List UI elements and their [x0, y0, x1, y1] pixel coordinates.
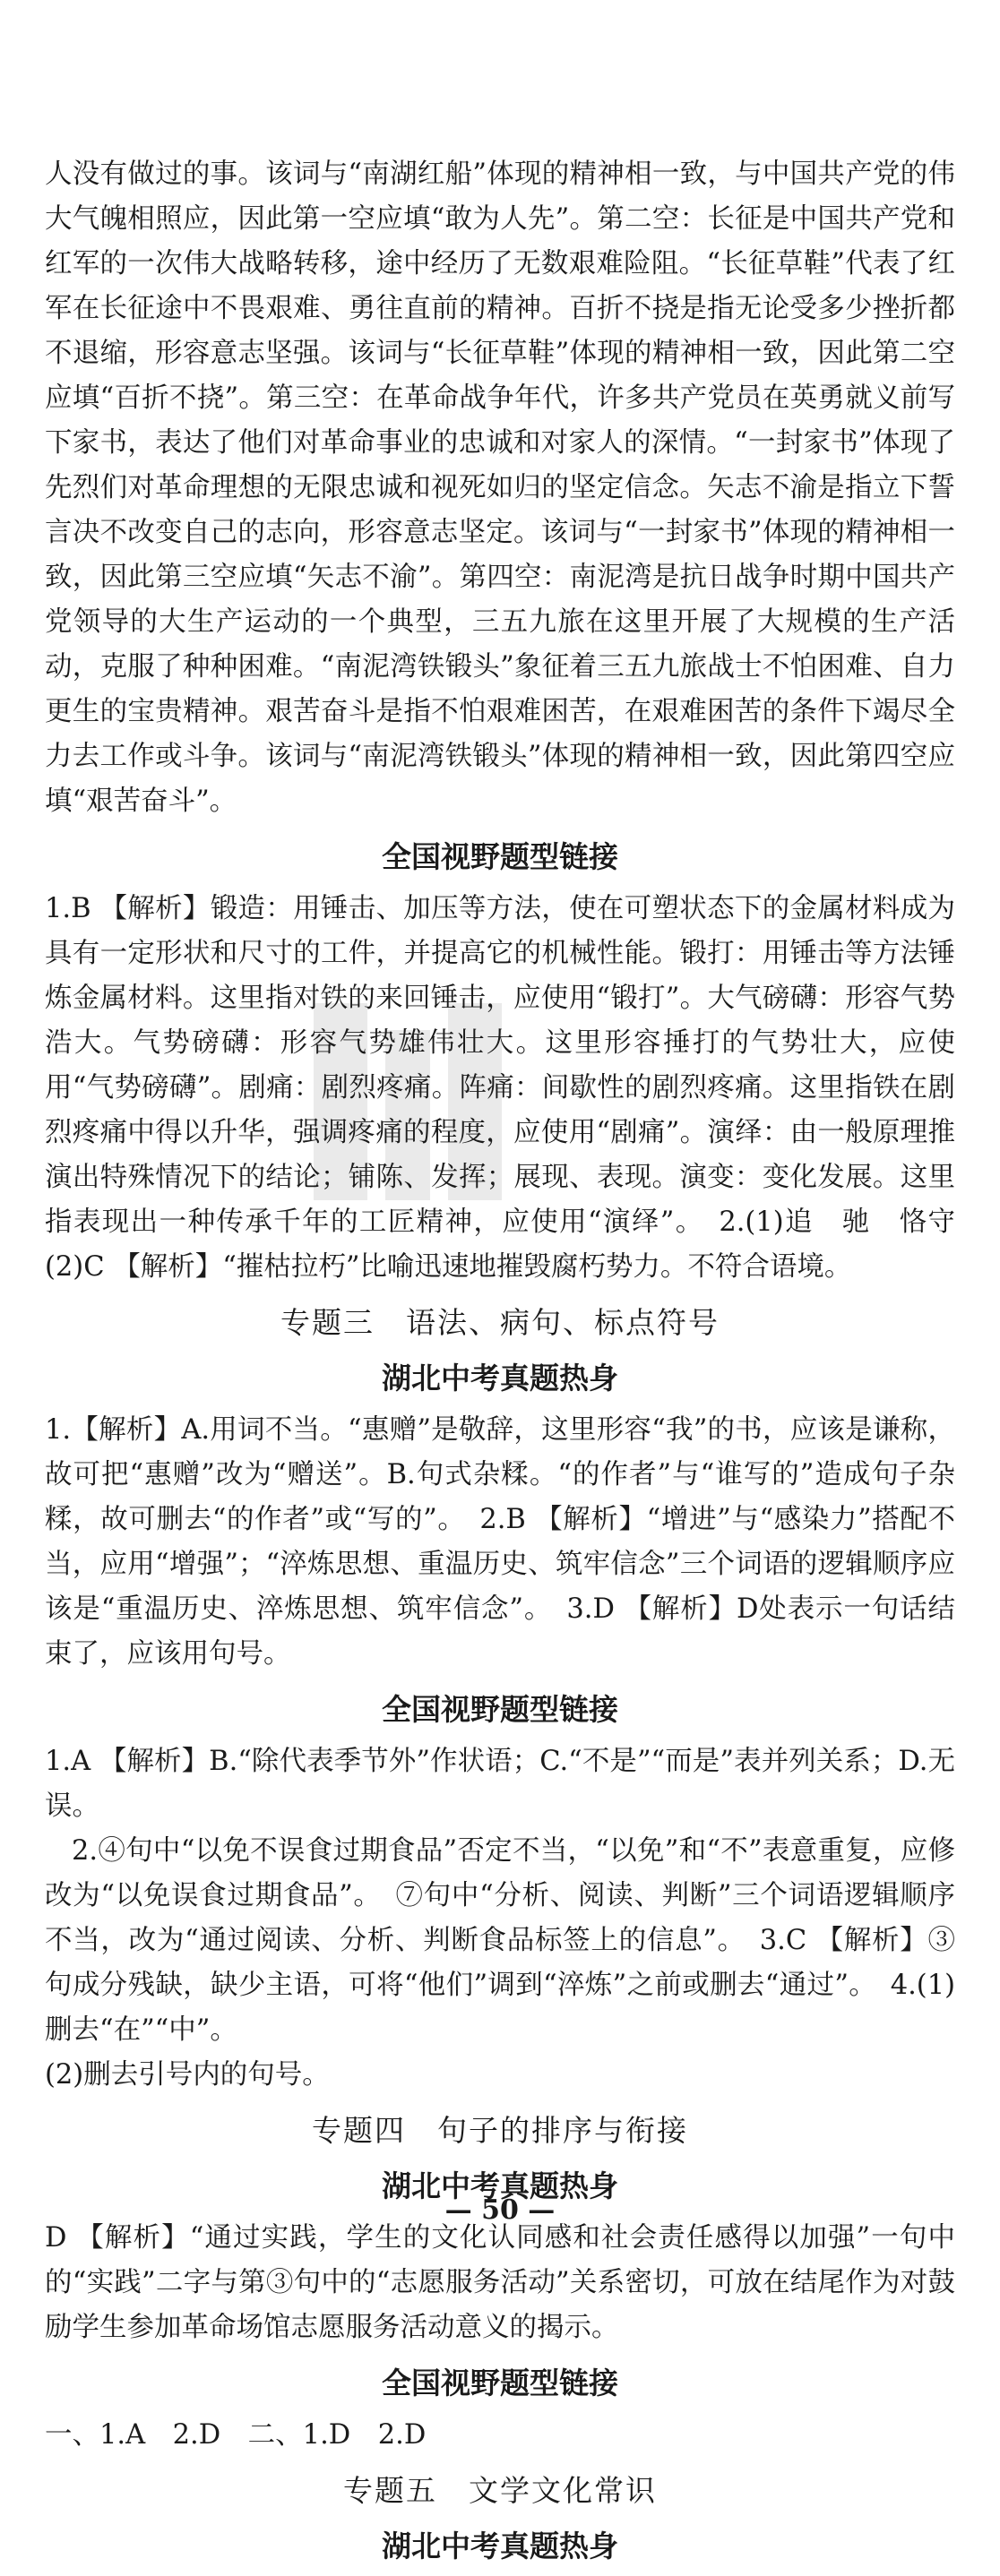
section-heading-national-3: 全国视野题型链接	[382, 1692, 618, 1727]
paragraph-national-3c: (2)删去引号内的句号。	[45, 2059, 330, 2091]
section-heading-hubei-4: 湖北中考真题热身	[382, 2168, 618, 2203]
paragraph-national-1: 1.B 【解析】锻造：用锤击、加压等方法，使在可塑状态下的金属材料成为具有一定形状和尺寸的工件，并提高它的机械性能。锻打：用锤击等方法锤炼金属材料。这里指对铁的来回锤击，应使用“锻打”。大气磅礴：形容气势浩大。气势磅礴：形容气势雄伟壮大。这里形容捶打的气势壮大，应使用“气势磅礴”。剧痛：剧烈疼痛。阵痛：间歇性的剧烈疼痛。这里指铁在剧烈疼痛中得以升华，强调疼痛的程度，应使用“剧痛”。演绎：由一般原理推演出特殊情况下的结论；铺陈、发挥；展现、表现。演变：变化发展。这里指表现出一种传承千年的工匠精神，应使用“演绎”。 2.(1)追 驰 恪守 (2)C 【解析】“摧枯拉朽”比喻迅速地摧毁腐朽势力。不符合语境。	[45, 893, 983, 1283]
section-heading-national: 全国视野题型链接	[382, 839, 618, 874]
paragraph-hubei-4: D 【解析】“通过实践，学生的文化认同感和社会责任感得以加强”一句中的“实践”二字与第③句中的“志愿服务活动”关系密切，可放在结尾作为对鼓励学生参加革命场馆志愿服务活动意义的揭示。	[45, 2222, 955, 2343]
paragraph-national-3b: 2.④句中“以免不误食过期食品”否定不当，“以免”和“不”表意重复，应修改为“以免误食过期食品”。 ⑦句中“分析、阅读、判断”三个词语逻辑顺序不当，改为“通过阅读、分析、判断食品标签上的信息”。 3.C 【解析】③句成分残缺，缺少主语，可将“他们”调到“淬炼”之前或删去“通过”。 4.(1)删去“在”“中”。	[45, 1835, 955, 2046]
paragraph-national-4: 一、1.A 2.D 二、1.D 2.D	[45, 2419, 427, 2451]
topic-heading-4: 专题四 句子的排序与衔接	[312, 2113, 688, 2148]
page-number: — 50 —	[444, 2194, 556, 2226]
paragraph-hubei-3: 1.【解析】A.用词不当。“惠赠”是敬辞，这里形容“我”的书，应该是谦称，故可把“惠赠”改为“赠送”。B.句式杂糅。“的作者”与“谁写的”造成句子杂糅，故可删去“的作者”或“写的”。 2.B 【解析】“增进”与“感染力”搭配不当，应用“增强”；“淬炼思想、重温历史、筑牢信念”三个词语的逻辑顺序应该是“重温历史、淬炼思想、筑牢信念”。 3.D 【解析】D处表示一句话结束了，应该用句号。	[45, 1414, 955, 1670]
section-heading-national-4: 全国视野题型链接	[382, 2366, 618, 2400]
paragraph-continued: 人没有做过的事。该词与“南湖红船”体现的精神相一致，与中国共产党的伟大气魄相照应，因此第一空应填“敢为人先”。第二空：长征是中国共产党和红军的一次伟大战略转移，途中经历了无数艰难险阻。“长征草鞋”代表了红军在长征途中不畏艰难、勇往直前的精神。百折不挠是指无论受多少挫折都不退缩，形容意志坚强。该词与“长征草鞋”体现的精神相一致，因此第二空应填“百折不挠”。第三空：在革命战争年代，许多共产党员在英勇就义前写下家书，表达了他们对革命事业的忠诚和对家人的深情。“一封家书”体现了先烈们对革命理想的无限忠诚和视死如归的坚定信念。矢志不渝是指立下誓言决不改变自己的志向，形容意志坚定。该词与“一封家书”体现的精神相一致，因此第三空应填“矢志不渝”。第四空：南泥湾是抗日战争时期中国共产党领导的大生产运动的一个典型，三五九旅在这里开展了大规模的生产活动，克服了种种困难。“南泥湾铁锻头”象征着三五九旅战士不怕困难、自力更生的宝贵精神。艰苦奋斗是指不怕艰难困苦，在艰难困苦的条件下竭尽全力去工作或斗争。该词与“南泥湾铁锻头”体现的精神相一致，因此第四空应填“艰苦奋斗”。	[45, 159, 955, 817]
topic-heading-5: 专题五 文学文化常识	[343, 2473, 657, 2508]
topic-heading-3: 专题三 语法、病句、标点符号	[280, 1305, 720, 1340]
paragraph-national-3a: 1.A 【解析】B.“除代表季节外”作状语；C.“不是”“而是”表并列关系；D.无误。	[45, 1746, 955, 1822]
section-heading-hubei-3: 湖北中考真题热身	[382, 1361, 618, 1395]
section-heading-hubei-5: 湖北中考真题热身	[382, 2529, 618, 2563]
